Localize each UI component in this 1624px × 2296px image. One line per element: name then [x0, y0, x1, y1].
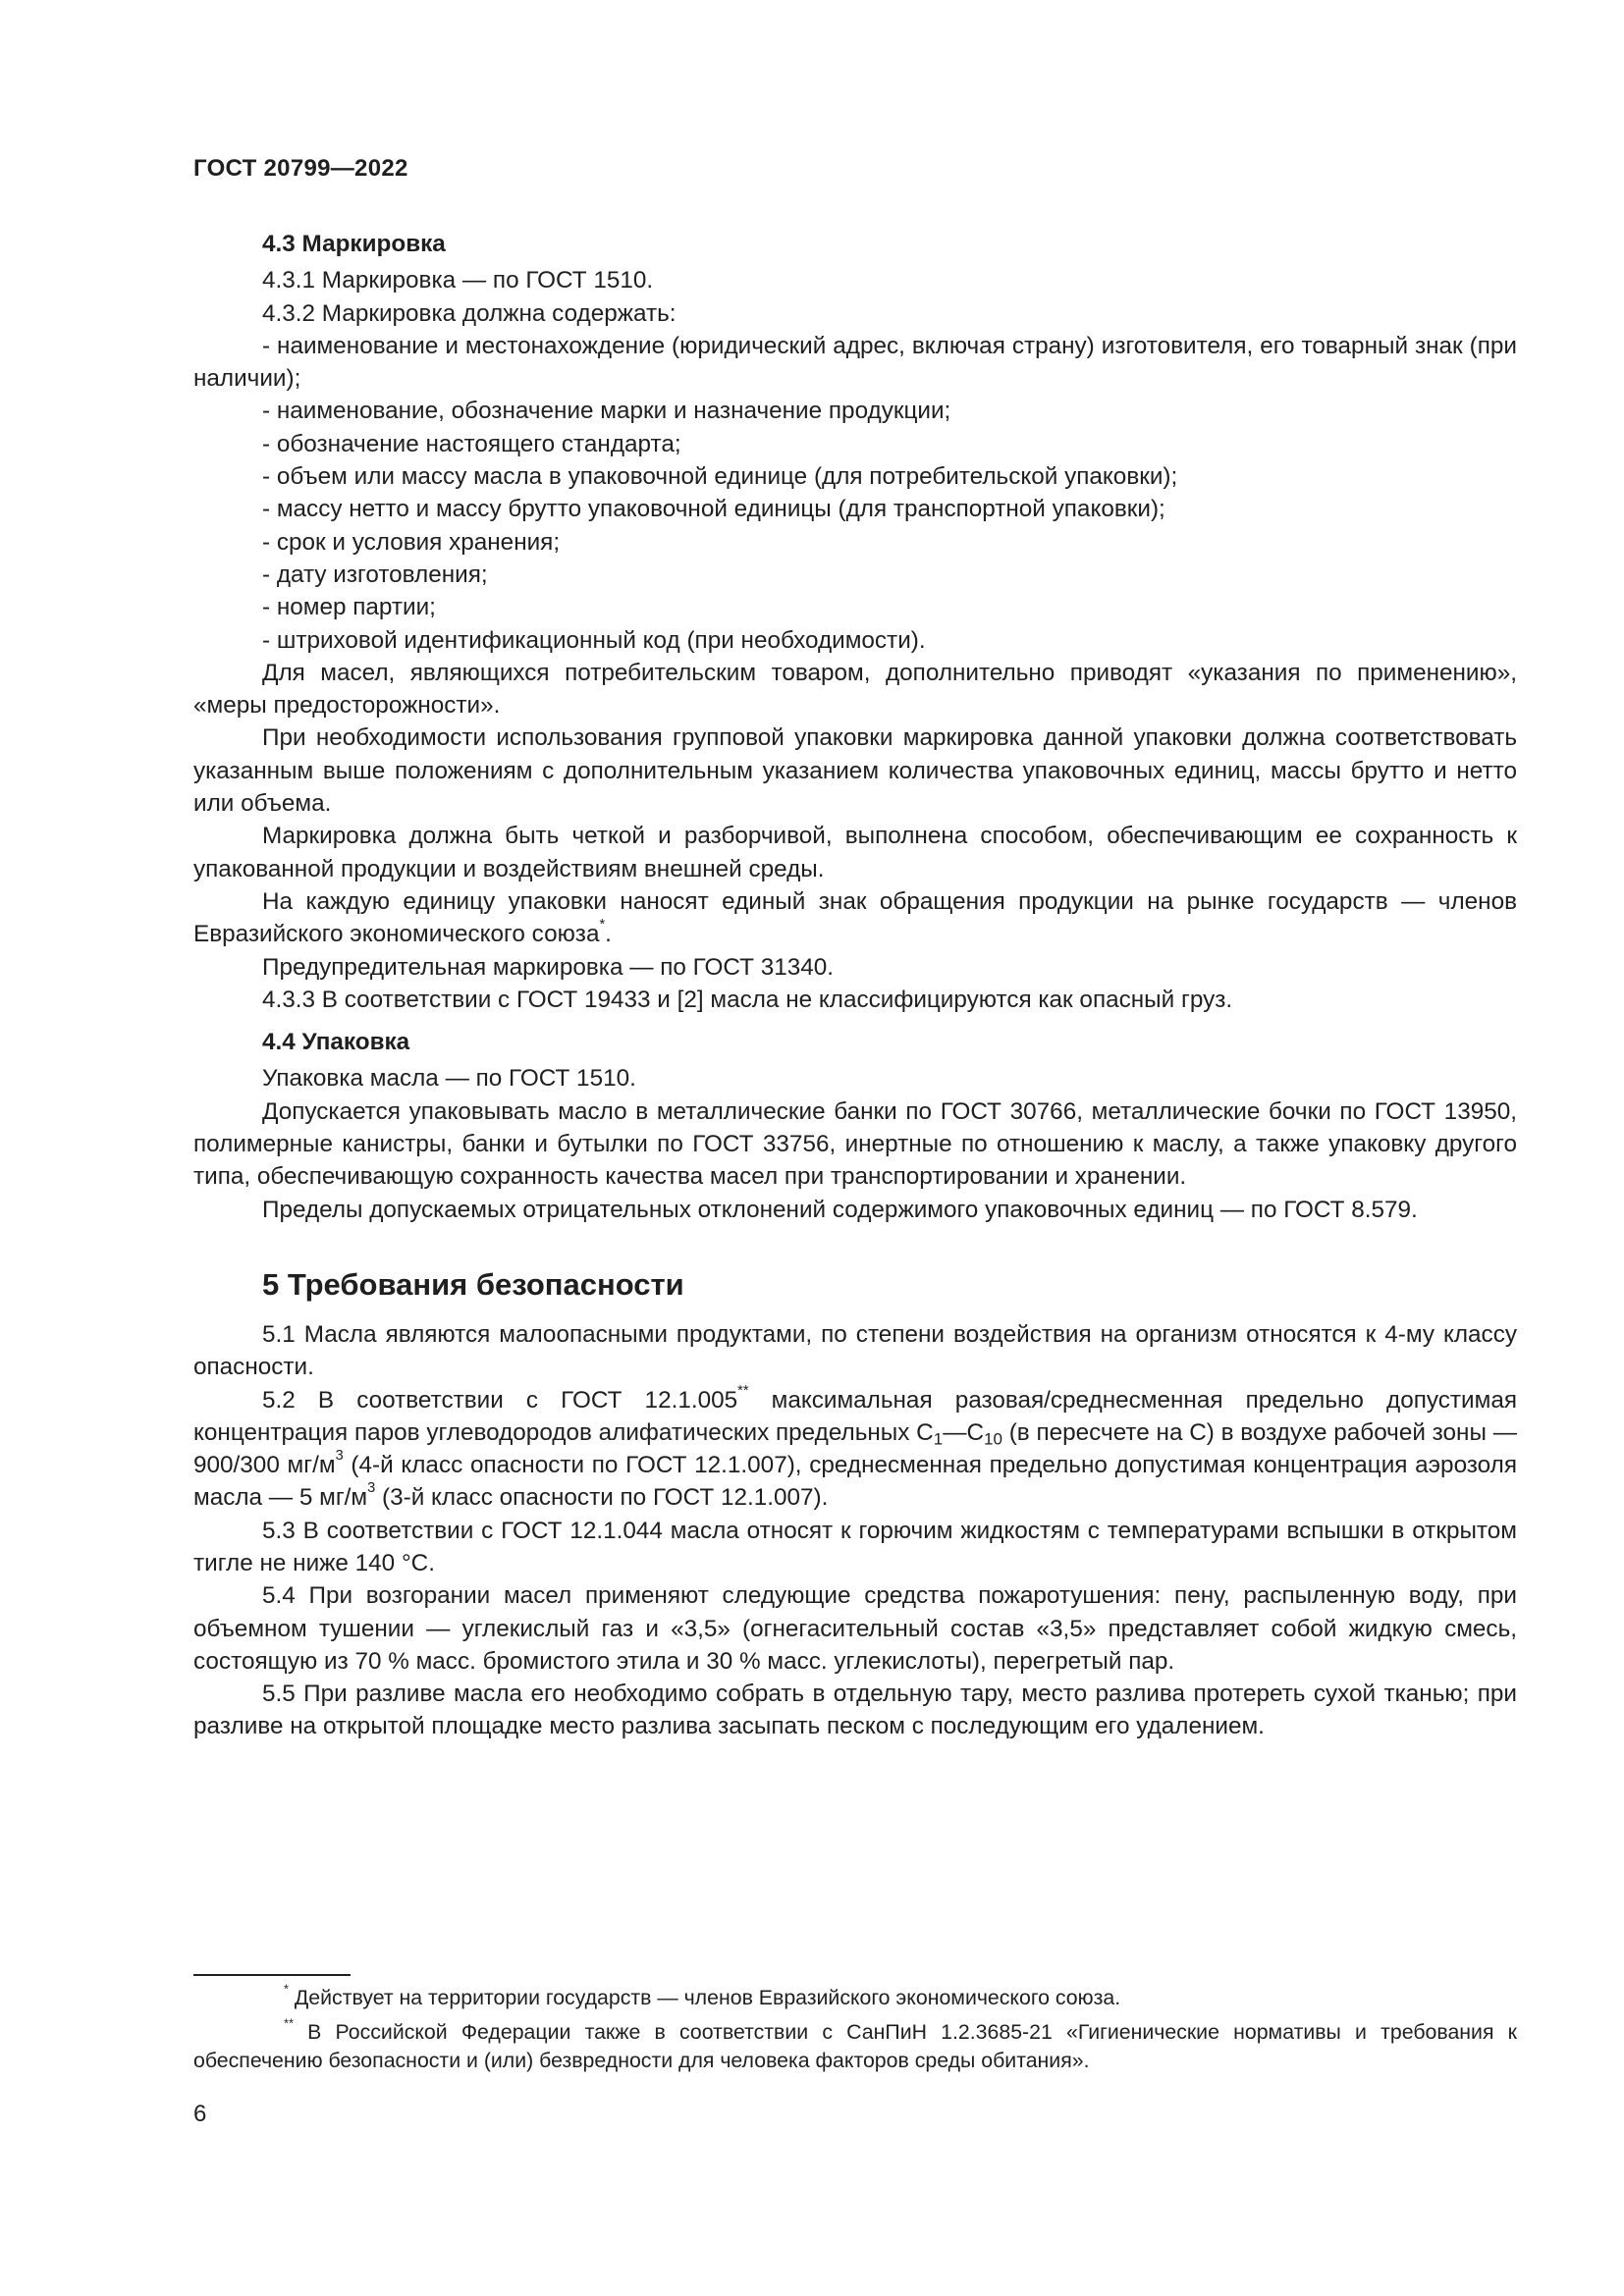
subscript: 10 [984, 1429, 1002, 1449]
paragraph: 4.3.3 В соответствии с ГОСТ 19433 и [2] масла не классифицируются как опасный груз. [262, 986, 1233, 1013]
list-item: - срок и условия хранения; [262, 528, 561, 556]
footnote [193, 1981, 1517, 2012]
paragraph-text: . [605, 921, 612, 948]
superscript: 3 [367, 1480, 376, 1497]
list-item: - массу нетто и массу брутто упаковочной единицы (для транспортной упаковки); [262, 496, 1165, 523]
list-item: - наименование и местонахождение (юридический адрес, включая страну) изготовителя, его товарный знак (при наличии); [193, 332, 1517, 393]
paragraph: При необходимости использования групповой упаковки маркировка данной упаковки должна соответствовать указанным выше положениям с дополнительным указанием количества упаковочных единиц, массы брутто и нетто или объема. [193, 724, 1517, 818]
footnotes [193, 1974, 1517, 2081]
paragraph: Предупредительная маркировка — по ГОСТ 31340. [262, 953, 835, 981]
footnote-text: В Российской Федерации также в соответствии с СанПиН 1.2.3685-21 «Гигиенические нормативы и требования к обеспечению безопасности и (или) безвредности для человека факторов среды обитания». [193, 2020, 1517, 2072]
subscript: 1 [933, 1429, 944, 1449]
list-item: - номер партии; [262, 594, 436, 621]
footnote-marker: * [284, 1981, 289, 1997]
section-4-3-heading: 4.3 Маркировка [262, 231, 446, 257]
superscript: 3 [335, 1447, 344, 1464]
paragraph-eac [193, 885, 1517, 951]
section-4-4-heading: 4.4 Упаковка [262, 1029, 410, 1056]
paragraph-text: (в пересчете на С) в воздухе рабочей зоны — 900/300 мг/м [193, 1418, 1517, 1479]
paragraph: Допускается упаковывать масло в металлические банки по ГОСТ 30766, металлические бочки по ГОСТ 13950, полимерные канистры, банки и бутылки по ГОСТ 33756, инертные по отношению к маслу, а также упаковку другого типа, обеспечивающую сохранность качества масел при транспортировании и хранении. [193, 1097, 1517, 1191]
section-5-heading: 5 Требования безопасности [262, 1266, 684, 1302]
page-number: 6 [193, 2101, 207, 2127]
paragraph-text: —C [943, 1418, 985, 1446]
paragraph-5-2 [193, 1384, 1517, 1515]
paragraph-text: (4-й класс опасности по ГОСТ 12.1.007), среднесменная предельно допустимая концентрация аэрозоля масла — 5 мг/м [193, 1452, 1517, 1512]
paragraph-text: На каждую единицу упаковки наносят единый знак обращения продукции на рынке государств — членов Евразийского экономического союза [193, 887, 1517, 948]
footnote [193, 2015, 1517, 2075]
list-item: - штриховой идентификационный код (при необходимости). [262, 626, 926, 654]
footnote-marker: ** [737, 1382, 749, 1399]
paragraph: Упаковка масла — по ГОСТ 1510. [262, 1065, 636, 1093]
list-item: - обозначение настоящего стандарта; [262, 430, 681, 457]
footnote-text: Действует на территории государств — членов Евразийского экономического союза. [288, 1986, 1121, 2009]
document-header: ГОСТ 20799—2022 [193, 155, 408, 182]
list-item: - дату изготовления; [262, 561, 488, 588]
footnote-marker: ** [284, 2015, 294, 2031]
paragraph-text: (3-й класс опасности по ГОСТ 12.1.007). [375, 1484, 829, 1512]
paragraph: 5.1 Масла являются малоопасными продуктами, по степени воздействия на организм относятся к 4-му классу опасности. [193, 1320, 1517, 1381]
paragraph-text: максимальная разовая/среднесменная предельно допустимая концентрация паров углеводородов алифатических предельных C [193, 1386, 1517, 1446]
document-body [193, 228, 1517, 1743]
list-item: - объем или массу масла в упаковочной единице (для потребительской упаковки); [262, 463, 1178, 491]
paragraph: 4.3.2 Маркировка должна содержать: [262, 299, 677, 327]
paragraph: 5.3 В соответствии с ГОСТ 12.1.044 масла относят к горючим жидкостям с температурами вспышки в открытом тигле не ниже 140 °С. [193, 1517, 1517, 1576]
paragraph: Для масел, являющихся потребительским товаром, дополнительно приводят «указания по применению», «меры предосторожности». [193, 659, 1517, 720]
paragraph: 5.5 При разливе масла его необходимо собрать в отдельную тару, место разлива протереть сухой тканью; при разливе на открытой площадке место разлива засыпать песком с последующим его удалением. [193, 1681, 1517, 1740]
paragraph: 4.3.1 Маркировка — по ГОСТ 1510. [262, 267, 654, 294]
paragraph: Маркировка должна быть четкой и разборчивой, выполнена способом, обеспечивающим ее сохранность к упакованной продукции и воздействиям внешней среды. [193, 823, 1517, 882]
footnote-marker: * [599, 917, 606, 934]
paragraph-text: 5.2 В соответствии с ГОСТ 12.1.005 [262, 1386, 738, 1414]
paragraph: 5.4 При возгорании масел применяют следующие средства пожаротушения: пену, распыленную воду, при объемном тушении — углекислый газ и «3,5» (огнегасительный состав «3,5» представляет собой жидкую смесь, состоящую из 70 % масс. бромистого этила и 30 % масс. углекислоты), перегретый пар. [193, 1582, 1517, 1675]
list-item: - наименование, обозначение марки и назначение продукции; [262, 398, 951, 425]
footnote-divider [193, 1974, 351, 1976]
paragraph: Пределы допускаемых отрицательных отклонений содержимого упаковочных единиц — по ГОСТ 8.579. [262, 1196, 1418, 1223]
